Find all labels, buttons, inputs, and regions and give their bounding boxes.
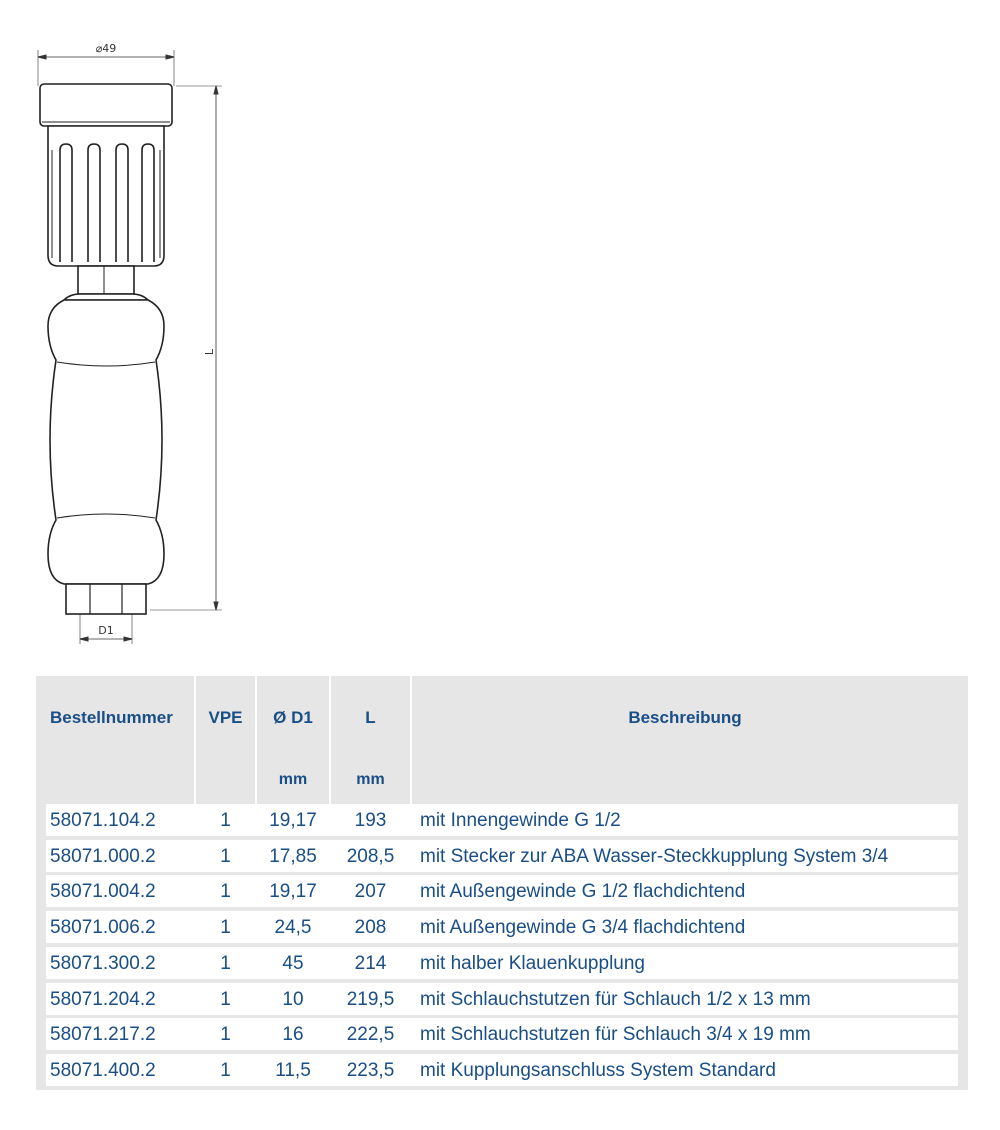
column-divider xyxy=(410,676,412,804)
cell-order-number: 58071.006.2 xyxy=(50,917,156,939)
cell-order-number: 58071.004.2 xyxy=(50,881,156,903)
unit-d1: mm xyxy=(278,771,308,788)
cell-d1: 24,5 xyxy=(274,917,312,939)
cell-order-number: 58071.217.2 xyxy=(50,1024,156,1046)
table-row xyxy=(46,1018,958,1050)
cell-length: 214 xyxy=(354,952,387,974)
cell-d1: 19,17 xyxy=(269,881,317,903)
cell-length: 222,5 xyxy=(346,1024,395,1046)
cell-vpe: 1 xyxy=(220,845,231,867)
cell-vpe: 1 xyxy=(220,988,231,1010)
cell-length: 193 xyxy=(354,810,387,831)
table-row xyxy=(46,804,958,836)
cell-description: mit halber Klauenkupplung xyxy=(420,952,645,974)
cell-description: mit Außengewinde G 1/2 flachdichtend xyxy=(420,881,746,903)
cell-vpe: 1 xyxy=(220,810,231,831)
technical-drawing xyxy=(0,0,320,660)
specification-table xyxy=(36,676,968,1090)
cell-vpe: 1 xyxy=(220,881,231,903)
column-divider xyxy=(194,676,196,804)
cell-description: mit Kupplungsanschluss System Standard xyxy=(420,1059,776,1081)
cell-length: 207 xyxy=(354,881,387,903)
cell-description: mit Schlauchstutzen für Schlauch 1/2 x 13 mm xyxy=(420,988,811,1010)
header-description: Beschreibung xyxy=(628,708,742,727)
table-row xyxy=(46,911,958,943)
cell-description: mit Stecker zur ABA Wasser-Steckkupplung System 3/4 xyxy=(420,845,889,867)
cell-d1: 10 xyxy=(282,988,304,1010)
cell-order-number: 58071.104.2 xyxy=(50,810,156,831)
cell-length: 208 xyxy=(354,917,387,939)
table-row xyxy=(46,875,958,907)
cell-length: 223,5 xyxy=(346,1059,395,1081)
header-vpe: VPE xyxy=(208,708,243,727)
header-d1: Ø D1 xyxy=(273,708,313,727)
cell-d1: 11,5 xyxy=(275,1059,311,1081)
table-row xyxy=(46,1054,958,1086)
table-row xyxy=(46,947,958,979)
cell-description: mit Innengewinde G 1/2 xyxy=(420,810,621,831)
cell-length: 208,5 xyxy=(346,845,395,867)
cell-vpe: 1 xyxy=(220,1024,231,1046)
table-row xyxy=(46,840,958,872)
cell-description: mit Außengewinde G 3/4 flachdichtend xyxy=(420,917,746,939)
cell-vpe: 1 xyxy=(220,952,231,974)
cell-d1: 16 xyxy=(282,1024,304,1046)
cell-vpe: 1 xyxy=(220,917,231,939)
dimension-length-label: L xyxy=(203,348,216,356)
cell-d1: 19,17 xyxy=(269,810,317,831)
cell-order-number: 58071.300.2 xyxy=(50,952,156,974)
cell-order-number: 58071.000.2 xyxy=(50,845,156,867)
header-order-number: Bestellnummer xyxy=(50,708,173,727)
cell-description: mit Schlauchstutzen für Schlauch 3/4 x 19 mm xyxy=(420,1024,811,1046)
header-length: L xyxy=(365,708,376,727)
unit-length: mm xyxy=(356,771,385,788)
table-row xyxy=(46,983,958,1015)
dimension-diameter-label: ⌀49 xyxy=(95,42,117,55)
cell-d1: 45 xyxy=(282,952,304,974)
cell-d1: 17,85 xyxy=(269,845,317,867)
cell-order-number: 58071.400.2 xyxy=(50,1059,156,1081)
dimension-d1-label: D1 xyxy=(98,624,114,637)
cell-length: 219,5 xyxy=(346,988,395,1010)
cell-vpe: 1 xyxy=(220,1059,231,1081)
cell-order-number: 58071.204.2 xyxy=(50,988,156,1010)
